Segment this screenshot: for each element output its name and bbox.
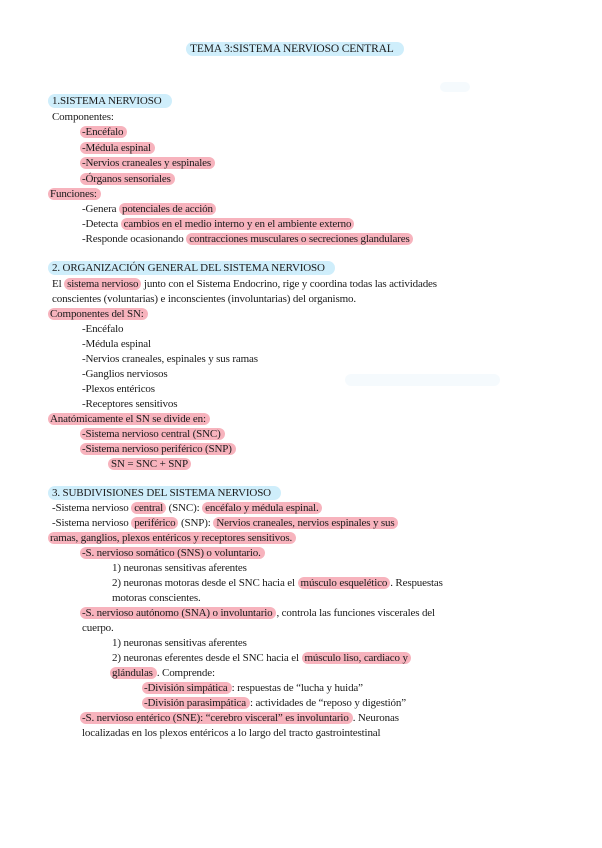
component-item: -Plexos entéricos: [82, 383, 155, 395]
division-item: -Sistema nervioso periférico (SNP): [82, 442, 236, 457]
component-item: -Órganos sensoriales: [82, 172, 175, 187]
sna-neuron: 1) neuronas sensitivas aferentes: [112, 637, 247, 649]
paragraph-line: conscientes (voluntarias) e inconscientes (involuntarias) del organismo.: [52, 293, 356, 305]
function-item: -Responde ocasionando contracciones musculares o secreciones glandulares: [82, 232, 413, 247]
component-item: -Nervios craneales y espinales: [82, 156, 215, 171]
division-label: Anatómicamente el SN se divide en:: [50, 412, 210, 427]
division-item: -Sistema nervioso central (SNC): [82, 427, 225, 442]
parasympathetic-division: -División parasimpática : actividades de “reposo y digestión”: [144, 697, 406, 709]
functions-label: Funciones:: [50, 187, 101, 202]
function-item: -Genera potenciales de acción: [82, 202, 216, 217]
section-1-heading: 1.SISTEMA NERVIOSO: [48, 94, 172, 109]
sne-line: localizadas en los plexos entéricos a lo largo del tracto gastrointestinal: [82, 727, 381, 739]
sns-neuron: 2) neuronas motoras desde el SNC hacia el músculo esquelético . Respuestas: [112, 577, 443, 589]
function-item: -Detecta cambios en el medio interno y en el ambiente externo: [82, 217, 354, 232]
sna-neuron: glándulas . Comprende:: [112, 667, 215, 679]
sne-line: -S. nervioso entérico (SNE): “cerebro visceral” es involuntario . Neuronas: [82, 712, 399, 724]
components-label: Componentes del SN:: [50, 307, 148, 322]
component-item: -Receptores sensitivos: [82, 398, 178, 410]
section-2-heading: 2. ORGANIZACIÓN GENERAL DEL SISTEMA NERVIOSO: [48, 261, 335, 276]
component-item: -Ganglios nerviosos: [82, 368, 168, 380]
faint-mark: [440, 82, 470, 92]
component-item: -Encéfalo: [82, 125, 127, 140]
faint-mark: [345, 374, 500, 386]
section-3-heading: 3. SUBDIVISIONES DEL SISTEMA NERVIOSO: [48, 486, 281, 501]
subdivision-line: ramas, ganglios, plexos entéricos y receptores sensitivos.: [50, 531, 296, 546]
component-item: -Médula espinal: [82, 338, 151, 350]
sns-neuron: 1) neuronas sensitivas aferentes: [112, 562, 247, 574]
sna-line: -S. nervioso autónomo (SNA) o involuntario , controla las funciones viscerales del: [82, 607, 435, 619]
sns-neuron: motoras conscientes.: [112, 592, 201, 604]
equation: SN = SNC + SNP: [108, 457, 191, 472]
component-item: -Encéfalo: [82, 323, 124, 335]
sna-neuron: 2) neuronas eferentes desde el SNC hacia el músculo liso, cardiaco y: [112, 651, 411, 666]
component-item: -Médula espinal: [82, 141, 155, 156]
component-item: -Nervios craneales, espinales y sus ramas: [82, 353, 258, 365]
document-title: TEMA 3:SISTEMA NERVIOSO CENTRAL: [186, 42, 404, 57]
components-label: Componentes:: [52, 111, 114, 123]
sns-line: -S. nervioso somático (SNS) o voluntario.: [82, 546, 265, 561]
subdivision-line: -Sistema nervioso periférico (SNP): Nervios craneales, nervios espinales y sus: [52, 516, 398, 531]
subdivision-line: -Sistema nervioso central (SNC): encéfalo y médula espinal.: [52, 501, 322, 516]
sna-line: cuerpo.: [82, 622, 114, 634]
sympathetic-division: -División simpática : respuestas de “lucha y huida”: [144, 682, 363, 694]
paragraph-line: El sistema nervioso junto con el Sistema Endocrino, rige y coordina todas las actividades: [52, 278, 437, 290]
